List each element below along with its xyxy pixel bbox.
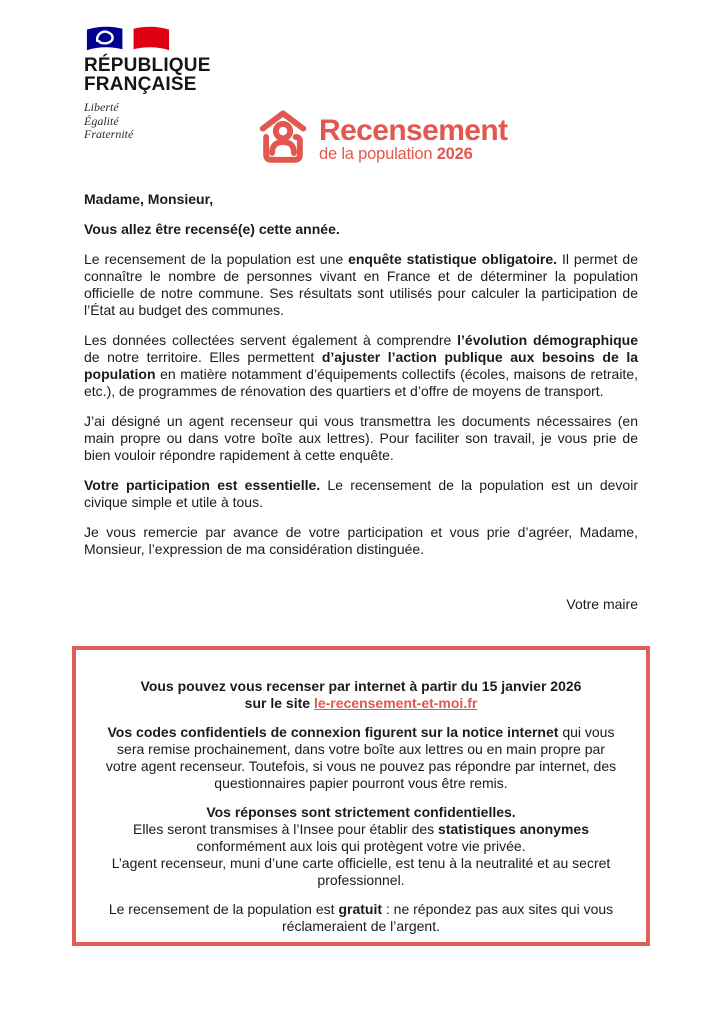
text-segment: enquête statistique obligatoire. — [348, 251, 558, 267]
paragraph-census-agent — [84, 413, 638, 464]
text-segment: Le recensement de la population est — [108, 901, 339, 917]
logo-subtitle-text: de la population — [319, 145, 437, 163]
text-segment: Je vous remercie par avance de votre participation et vous prie d’agréer, Madame, Monsieur, l’expression de ma considération distinguée. — [84, 524, 638, 557]
republic-title — [84, 56, 211, 94]
paragraph-survey-obligation — [84, 251, 638, 319]
text-segment: Madame, Monsieur, — [84, 191, 214, 207]
codes-info — [102, 724, 620, 792]
text-segment: Le recensement de la population est un devoir civique simple et utile à tous. — [84, 477, 638, 510]
free-census-warning — [102, 901, 620, 935]
internet-census-notice-box — [72, 646, 650, 946]
text-segment: d’ajuster l’action publique aux besoins de la population — [84, 349, 638, 382]
text-segment: Vos réponses sont strictement confidentielles. — [206, 804, 516, 820]
logo-brand-text: Recensement — [319, 114, 508, 147]
opening-statement — [84, 221, 638, 238]
census-website-link[interactable]: le-recensement-et-moi.fr — [313, 695, 478, 711]
text-segment: Elles seront transmises à l’Insee pour établir des — [133, 821, 439, 837]
text-segment: qui vous sera remise prochainement, dans votre boîte aux lettres ou en main propre par votre agent recenseur. Toutefois, si vous ne pouvez pas répondre par internet, des questionnaires papier pourront vous être remis. — [105, 724, 617, 791]
text-segment: J’ai désigné un agent recenseur qui vous transmettra les documents nécessaires (en main propre ou dans votre boîte aux lettres). Pour faciliter son travail, je vous prie de bien vouloir répondre rapidement à cette enquête. — [84, 413, 638, 463]
text-segment: statistiques anonymes — [438, 821, 589, 837]
text-segment: : ne répondez pas aux sites qui vous réclameraient de l’argent. — [282, 901, 614, 934]
motto-egalite: Égalité — [84, 113, 119, 128]
motto-liberte: Liberté — [84, 100, 119, 114]
republic-motto — [84, 101, 211, 142]
house-person-icon — [256, 106, 310, 173]
logo-year-text: 2026 — [436, 145, 473, 163]
republic-title-line-2: FRANÇAISE — [84, 74, 197, 95]
text-segment: Votre participation est essentielle. — [84, 477, 321, 493]
online-census-info — [102, 678, 620, 712]
text-segment: de notre territoire. Elles permettent — [84, 349, 322, 365]
french-flag-icon — [84, 25, 211, 53]
text-segment: sur le site — [244, 695, 314, 711]
text-segment: gratuit — [338, 901, 382, 917]
recensement-wordmark — [319, 106, 508, 163]
text-segment: Il permet de connaître le nombre de personnes vivant en France et de déterminer la population officielle de notre commune. Ses résultats sont utilisés pour calculer la participation de l’État au budget des communes. — [84, 251, 638, 318]
paragraph-closing — [84, 524, 638, 558]
letter-body — [84, 191, 638, 571]
mayor-signature: Votre maire — [566, 596, 638, 612]
text-segment: Le recensement de la population est une — [84, 251, 349, 267]
text-segment: en matière notamment d’équipements collectifs (écoles, maisons de retraite, etc.), de programmes de rénovation des quartiers et d’offre de moyens de transport. — [84, 366, 638, 399]
motto-fraternite: Fraternité — [84, 127, 134, 141]
text-segment: Vos codes confidentiels de connexion figurent sur la notice internet — [107, 724, 559, 740]
text-segment: Les données collectées servent également à comprendre — [84, 332, 458, 348]
confidentiality-info — [102, 804, 620, 889]
recensement-logo — [256, 106, 508, 173]
text-segment: Vous allez être recensé(e) cette année. — [84, 221, 340, 237]
republic-title-line-1: RÉPUBLIQUE — [84, 55, 211, 76]
text-segment: Vous pouvez vous recenser par internet à partir du 15 janvier 2026 — [140, 678, 582, 694]
republique-francaise-logo — [84, 25, 211, 142]
salutation — [84, 191, 638, 208]
text-segment: L’agent recenseur, muni d’une carte officielle, est tenu à la neutralité et au secret professionnel. — [111, 855, 611, 888]
paragraph-data-usage — [84, 332, 638, 400]
text-segment: conformément aux lois qui protègent votre vie privée. — [196, 838, 526, 854]
paragraph-participation — [84, 477, 638, 511]
text-segment: l’évolution démographique — [457, 332, 638, 348]
